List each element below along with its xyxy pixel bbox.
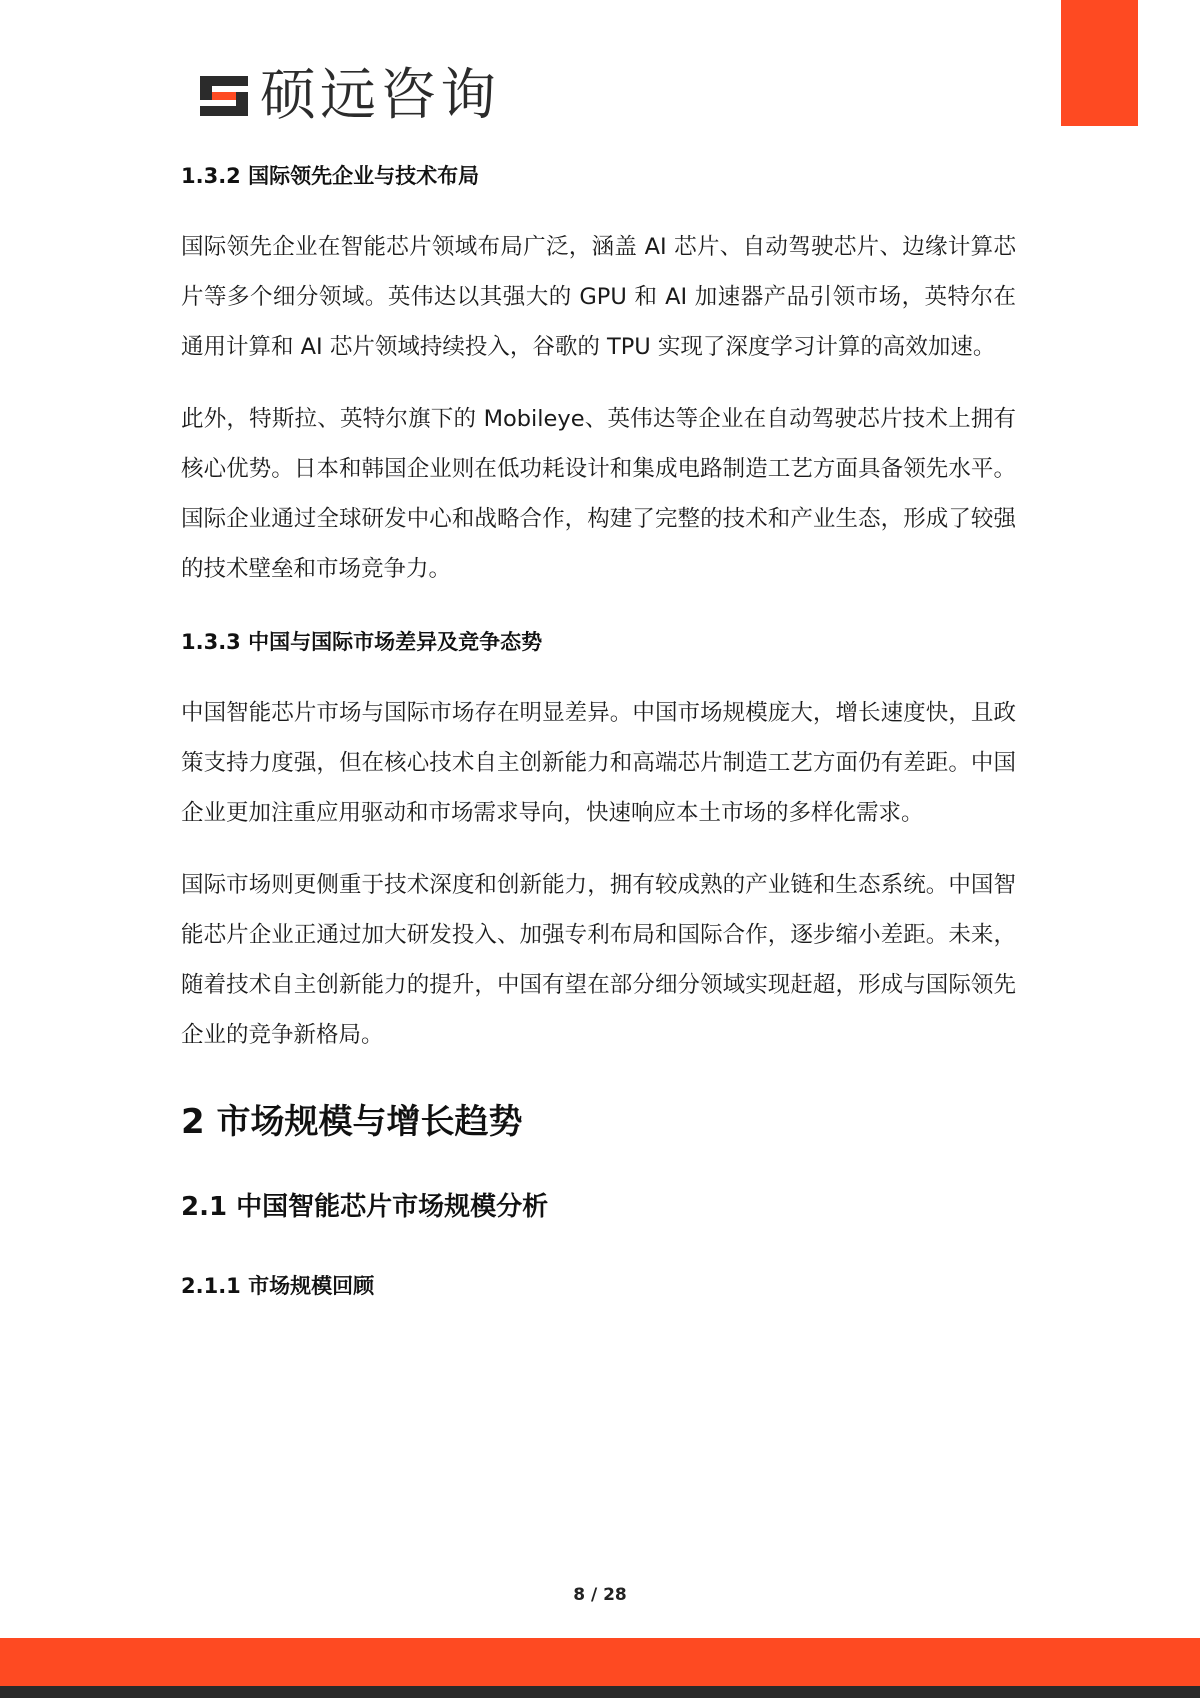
section-heading-2-1-1: 2.1.1 市场规模回顾 [181,1274,375,1298]
paragraph: 国际领先企业在智能芯片领域布局广泛，涵盖 AI 芯片、自动驾驶芯片、边缘计算芯片等多个细分领域。英伟达以其强大的 GPU 和 AI 加速器产品引领市场，英特尔在通用计算和 AI 芯片领域持续投入，谷歌的 TPU 实现了深度学习计算的高效加速。 [181,234,1016,360]
brand-name: 硕远咨询 [260,63,500,128]
document-body [181,150,1016,1312]
section-heading-1-3-3: 1.3.3 中国与国际市场差异及竞争态势 [181,630,543,654]
corner-accent-tab [1061,0,1138,126]
footer-dark-strip [0,1686,1200,1698]
section-heading-1-3-2: 1.3.2 国际领先企业与技术布局 [181,164,480,188]
footer-accent-bar [0,1638,1200,1686]
paragraph: 此外，特斯拉、英特尔旗下的 Mobileye、英伟达等企业在自动驾驶芯片技术上拥有核心优势。日本和韩国企业则在低功耗设计和集成电路制造工艺方面具备领先水平。国际企业通过全球研发中心和战略合作，构建了完整的技术和产业生态，形成了较强的技术壁垒和市场竞争力。 [181,406,1016,582]
section-heading-2-1: 2.1 中国智能芯片市场规模分析 [181,1192,549,1222]
chapter-heading-2: 2 市场规模与增长趋势 [181,1102,523,1142]
paragraph: 国际市场则更侧重于技术深度和创新能力，拥有较成熟的产业链和生态系统。中国智能芯片企业正通过加大研发投入、加强专利布局和国际合作，逐步缩小差距。未来，随着技术自主创新能力的提升，中国有望在部分细分领域实现赶超，形成与国际领先企业的竞争新格局。 [181,872,1016,1048]
brand-s-mark-icon [196,72,252,120]
paragraph: 中国智能芯片市场与国际市场存在明显差异。中国市场规模庞大，增长速度快，且政策支持力度强，但在核心技术自主创新能力和高端芯片制造工艺方面仍有差距。中国企业更加注重应用驱动和市场需求导向，快速响应本土市场的多样化需求。 [181,700,1016,826]
page-number: 8 / 28 [573,1585,627,1605]
brand-logo [196,63,500,128]
